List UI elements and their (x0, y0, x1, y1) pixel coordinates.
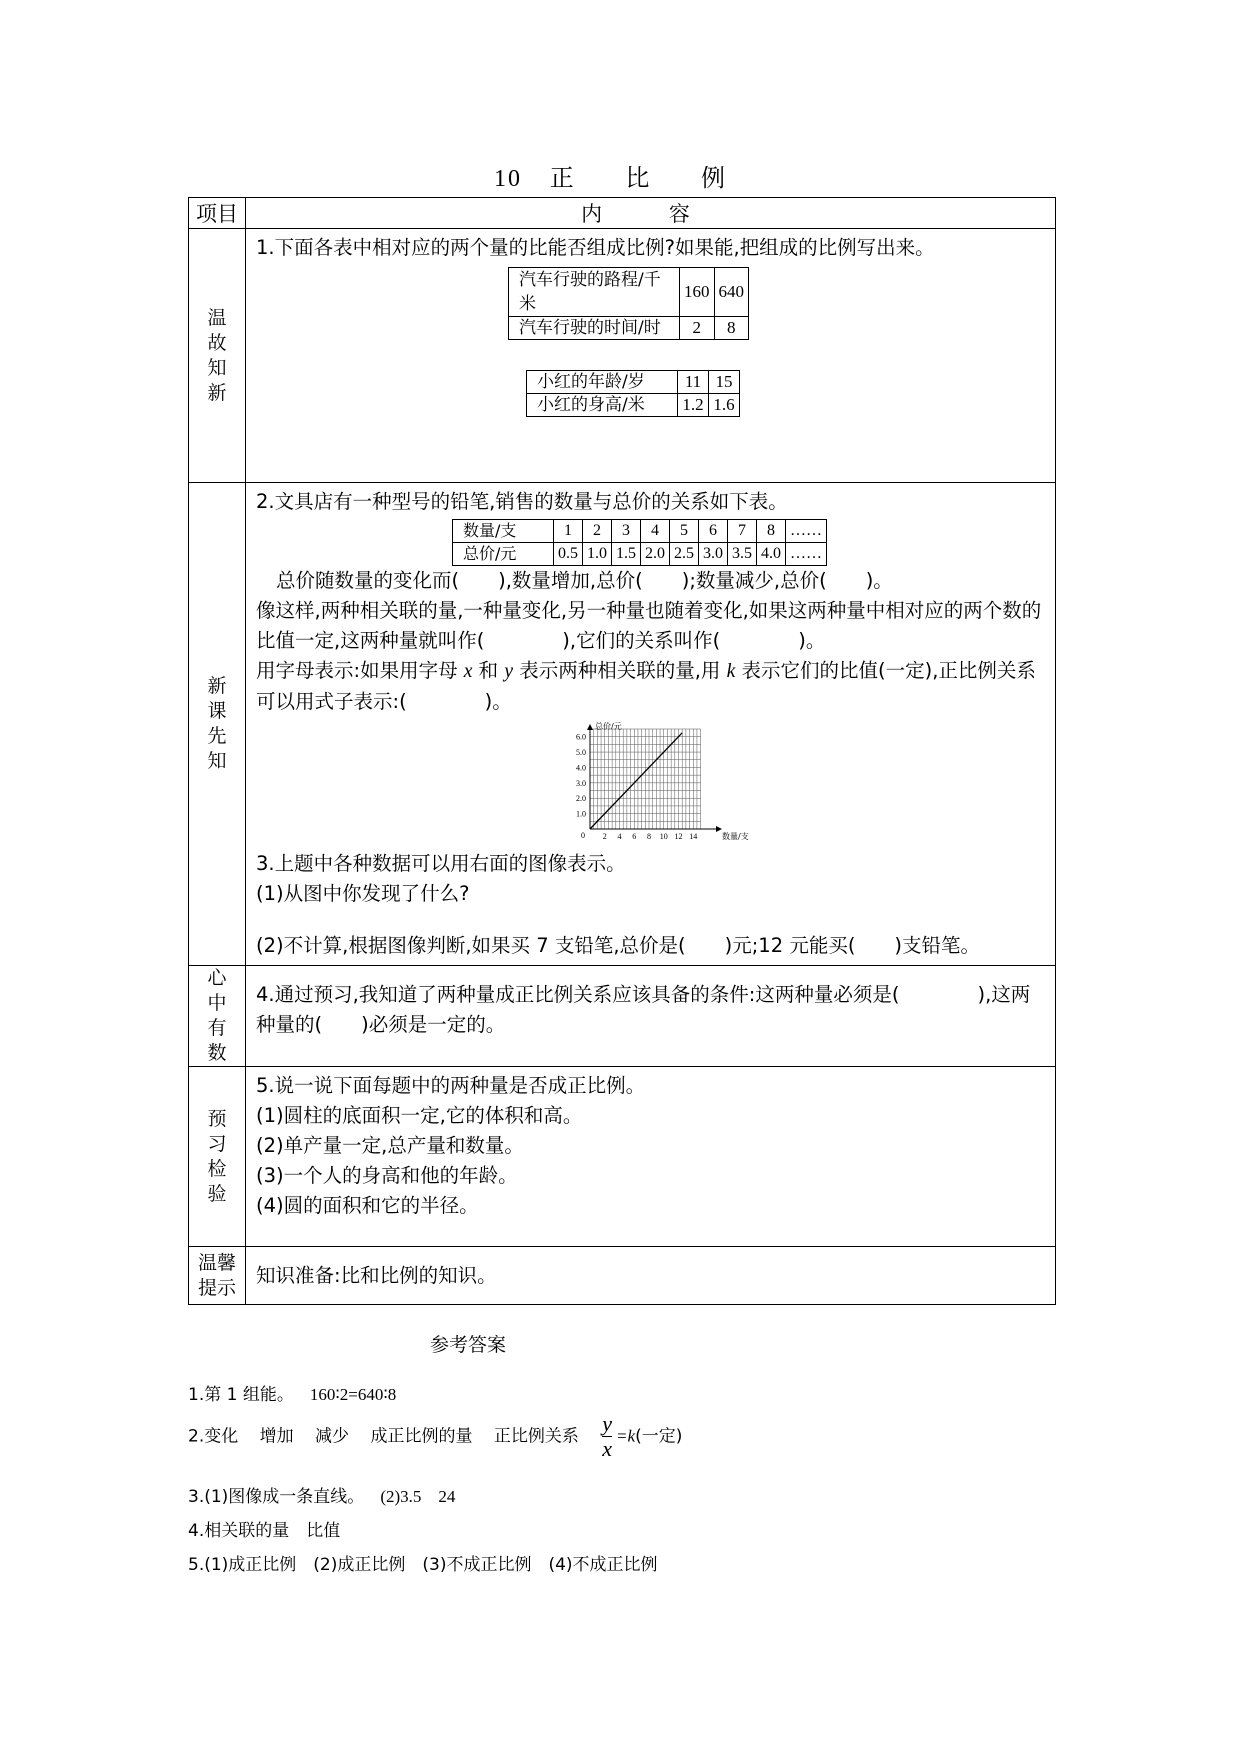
x-tick-label: 10 (659, 832, 668, 841)
y-axis-label: 总价/元 (595, 722, 622, 731)
table-row: 小红的年龄/岁 11 15 (527, 371, 740, 394)
page-title (0, 158, 1241, 193)
title-number: 10 (494, 166, 523, 192)
question-4: 4.通过预习,我知道了两种量成正比例关系应该具备的条件:这两种量必须是( ),这两种量的( )必须是一定的。 (256, 983, 1031, 1036)
y-tick-label: 2.0 (576, 794, 586, 804)
series-line (590, 733, 682, 829)
paragraph-formula: 用字母表示:如果用字母 x 和 y 表示两种相关联的量,用 k 表示它们的比值(一定),正比例关系可以用式子表示:( )。 (256, 659, 1036, 713)
list-item: (2)单产量一定,总产量和数量。 (256, 1134, 524, 1157)
list-item: (4)圆的面积和它的半径。 (256, 1194, 479, 1217)
answer-4: 4.相关联的量 比值 (188, 1521, 341, 1541)
header-row (189, 198, 1056, 229)
y-tick-label: 6.0 (576, 732, 586, 742)
pencil-table (452, 519, 827, 566)
question-2: 2.文具店有一种型号的铅笔,销售的数量与总价的关系如下表。 (256, 490, 788, 513)
y-tick-label: 3.0 (576, 778, 586, 788)
pencil-price-chart (556, 721, 756, 849)
section-summary (189, 966, 1056, 1067)
table-row: 总价/元 0.5 1.0 1.5 2.0 2.5 3.0 3.5 4.0 …… (453, 543, 827, 566)
title-text: 正 比 例 (549, 164, 747, 192)
section-tip (189, 1247, 1056, 1305)
list-item: (3)一个人的身高和他的年龄。 (256, 1164, 518, 1187)
section-review (189, 229, 1056, 483)
section-check (189, 1067, 1056, 1247)
table-row: 汽车行驶的时间/时 2 8 (509, 317, 749, 340)
worksheet-table (188, 197, 1056, 1305)
y-axis-arrow (587, 724, 593, 730)
x-tick-label: 14 (689, 832, 698, 841)
question-1: 1.下面各表中相对应的两个量的比能否组成比例?如果能,把组成的比例写出来。 (256, 236, 935, 259)
distance-time-table (508, 267, 749, 340)
answer-2: 2.变化 增加 减少 成正比例的量 正比例关系 $\frac{y}{x}$ =k(一定) (188, 1411, 683, 1461)
x-tick-label: 8 (647, 832, 651, 841)
age-height-table (526, 370, 740, 417)
x-tick-label: 6 (632, 832, 637, 841)
list-item: (1)圆柱的底面积一定,它的体积和高。 (256, 1104, 583, 1127)
x-tick-label: 4 (617, 832, 622, 841)
section-new-lesson (189, 483, 1056, 966)
x-tick-label: 12 (674, 832, 683, 841)
paragraph-definition: 像这样,两种相关联的量,一种量变化,另一种量也随着变化,如果这两种量中相对应的两个数的比值一定,这两种量就叫作( ),它们的关系叫作( )。 (256, 599, 1042, 652)
section-label-new-lesson: 新课先知 (207, 675, 227, 772)
x-tick-label: 2 (602, 832, 607, 841)
answers-title: 参考答案 (429, 1334, 506, 1356)
section-label-tip: 温馨提示 (197, 1251, 236, 1299)
question-3-2: (2)不计算,根据图像判断,如果买 7 支铅笔,总价是( )元;12 元能买( )支铅笔。 (256, 934, 981, 957)
section-label-summary: 心中有数 (207, 967, 227, 1064)
question-3-1: (1)从图中你发现了什么? (256, 882, 470, 905)
section-label-check: 预习检验 (207, 1107, 227, 1205)
y-tick-label: 4.0 (576, 763, 586, 773)
fraction-y-over-x: $\frac{y}{x}$ (602, 1411, 613, 1461)
table-row: 汽车行驶的路程/千米 160 640 (509, 268, 749, 317)
answer-1: 1.第 1 组能。 160∶2=640∶8 (188, 1385, 397, 1405)
header-col1: 项目 (189, 198, 246, 229)
answer-5: 5.(1)成正比例 (2)成正比例 (3)不成正比例 (4)不成正比例 (188, 1555, 658, 1575)
section-label-review: 温故知新 (207, 306, 227, 404)
table-row: 数量/支 1 2 3 4 5 6 7 8 …… (453, 520, 827, 543)
question-5: 5.说一说下面每题中的两种量是否成正比例。 (256, 1074, 646, 1097)
paragraph-change: 总价随数量的变化而( ),数量增加,总价( );数量减少,总价( )。 (276, 569, 893, 592)
y-tick-label: 1.0 (576, 809, 586, 819)
origin-label: 0 (581, 831, 585, 840)
question-3: 3.上题中各种数据可以用右面的图像表示。 (256, 852, 626, 875)
table-row: 小红的身高/米 1.2 1.6 (527, 394, 740, 417)
answer-3: 3.(1)图像成一条直线。 (2)3.5 24 (188, 1487, 456, 1507)
y-tick-label: 5.0 (576, 748, 586, 758)
tip-text: 知识准备:比和比例的知识。 (256, 1263, 497, 1287)
header-col2: 内 容 (246, 198, 1056, 229)
x-axis-label: 数量/支 (722, 832, 749, 841)
